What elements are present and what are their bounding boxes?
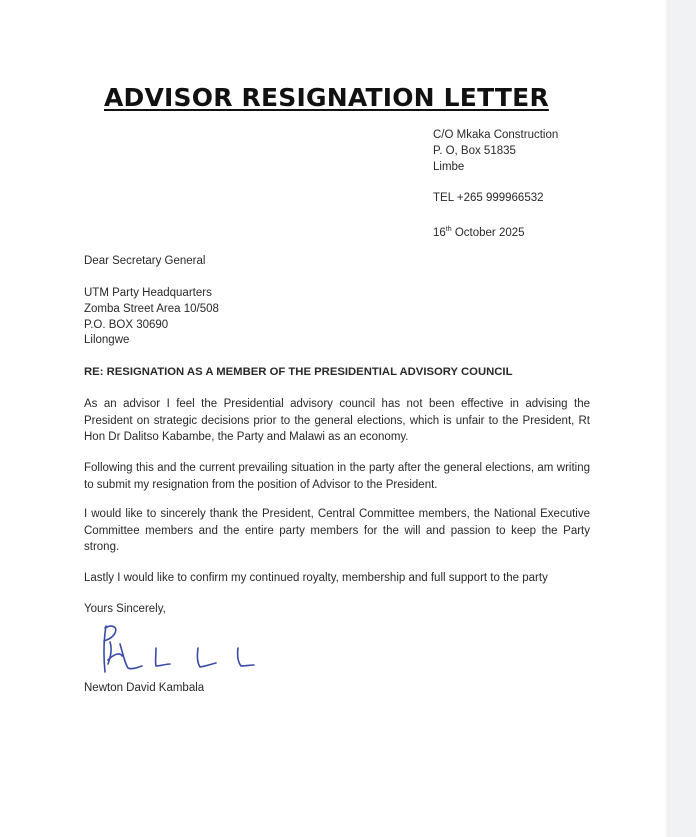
letter-date	[433, 222, 525, 241]
handwritten-signature	[98, 620, 278, 682]
subject-line: RE: RESIGNATION AS A MEMBER OF THE PRESIDENTIAL ADVISORY COUNCIL	[84, 366, 513, 378]
recipient-line3: P.O. BOX 30690	[84, 319, 169, 331]
signatory-name: Newton David Kambala	[84, 682, 205, 694]
sender-address-line1: C/O Mkaka Construction	[433, 129, 559, 141]
date-month-year: October 2025	[451, 226, 525, 239]
sender-address-line3: Limbe	[433, 161, 465, 173]
paragraph-2: Following this and the current prevailing situation in the party after the general elections, am writing to submit my resignation from the position of Advisor to the President.	[84, 462, 590, 491]
paragraph-4: Lastly I would like to confirm my continued royalty, membership and full support to the party	[84, 572, 548, 584]
paragraph-3: I would like to sincerely thank the President, Central Committee members, the National Executive Committee members and the entire party members for the will and passion to keep the Party strong.	[84, 508, 590, 553]
salutation: Dear Secretary General	[84, 255, 206, 267]
sender-address-line2: P. O, Box 51835	[433, 145, 516, 157]
closing: Yours Sincerely,	[84, 603, 166, 615]
date-suffix: th	[445, 226, 452, 233]
letter-title: ADVISOR RESIGNATION LETTER	[104, 83, 549, 112]
paragraph-1: As an advisor I feel the Presidential advisory council has not been effective in advising the President on strategic decisions prior to the general elections, which is unfair to the President, Rt Hon Dr Dalitso Kabambe, the Party and Malawi as an economy.	[84, 398, 590, 443]
recipient-line4: Lilongwe	[84, 334, 130, 346]
date-day: 16	[433, 226, 446, 239]
sender-telephone: TEL +265 999966532	[433, 192, 544, 204]
recipient-line2: Zomba Street Area 10/508	[84, 303, 219, 315]
recipient-line1: UTM Party Headquarters	[84, 287, 212, 299]
